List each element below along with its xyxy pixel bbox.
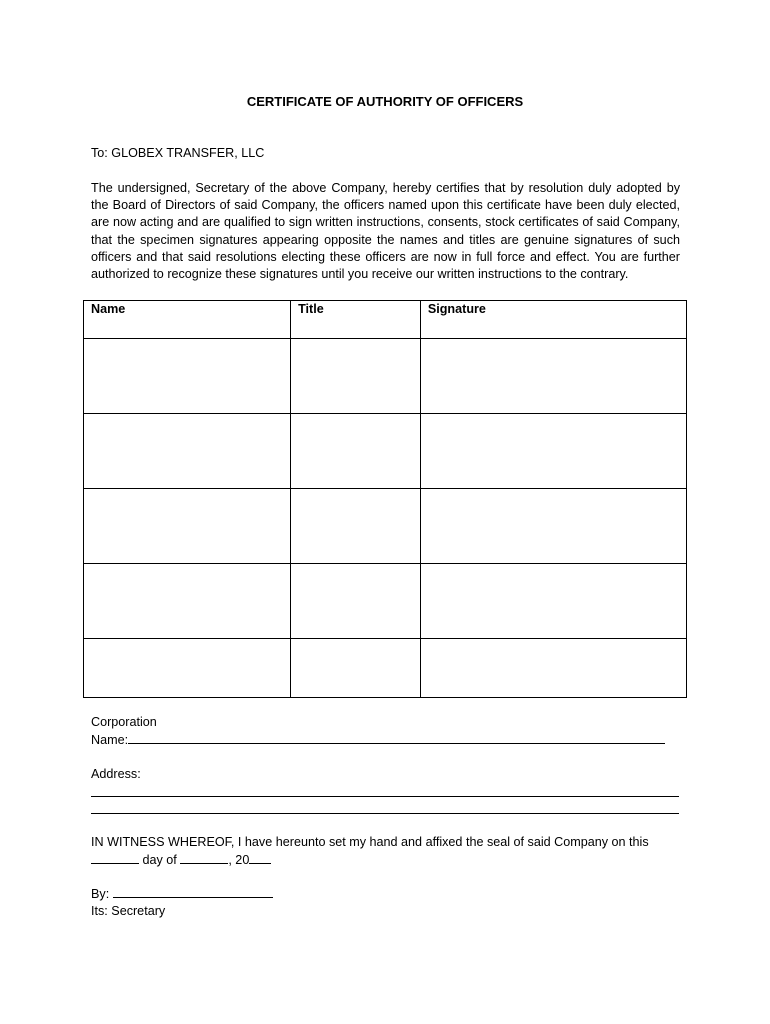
officer-signature-cell[interactable] (420, 339, 686, 414)
officer-name-cell[interactable] (84, 639, 291, 698)
officer-signature-cell[interactable] (420, 564, 686, 639)
year-prefix-text: , 20 (228, 853, 250, 868)
table-row (84, 489, 687, 564)
officer-name-cell[interactable] (84, 414, 291, 489)
by-label: By: (91, 887, 113, 901)
table-row (84, 414, 687, 489)
witness-text: IN WITNESS WHEREOF, I have hereunto set my hand and affixed the seal of said Company on this (91, 835, 649, 849)
certification-paragraph: The undersigned, Secretary of the above Company, hereby certifies that by resolution duly adopted by the Board of Directors of said Company, the officers named upon this certificate have been duly elected, are now acting and are qualified to sign written instructions, consents, stock certificates of said Company, that the specimen signatures appearing opposite the names and titles are genuine signatures of such officers and that said resolutions electing these officers are now in full force and effect. You are further authorized to recognize these signatures until you receive our written instructions to the contrary. (91, 181, 680, 282)
recipient-line: To: GLOBEX TRANSFER, LLC (91, 146, 265, 160)
day-of-text: day of (139, 853, 181, 868)
signature-block (91, 885, 273, 920)
table-row (84, 564, 687, 639)
document-title: CERTIFICATE OF AUTHORITY OF OFFICERS (246, 94, 524, 109)
corporation-label: Corporation (91, 715, 157, 729)
officer-title-cell[interactable] (291, 639, 421, 698)
month-blank[interactable] (180, 851, 228, 864)
year-blank[interactable] (249, 851, 271, 864)
officer-title-cell[interactable] (291, 489, 421, 564)
address-line-2[interactable] (91, 813, 679, 814)
witness-clause (91, 834, 649, 869)
column-header-name: Name (84, 301, 291, 339)
by-signature-blank[interactable] (113, 885, 273, 898)
officer-name-cell[interactable] (84, 339, 291, 414)
corporation-name-blank[interactable] (128, 731, 665, 744)
its-secretary-label: Its: Secretary (91, 904, 166, 919)
officer-name-cell[interactable] (84, 489, 291, 564)
table-header-row (84, 301, 687, 339)
table-row (84, 639, 687, 698)
officer-signature-cell[interactable] (420, 639, 686, 698)
officer-name-cell[interactable] (84, 564, 291, 639)
officer-signature-cell[interactable] (420, 414, 686, 489)
column-header-signature: Signature (420, 301, 686, 339)
officers-table (83, 300, 687, 698)
address-line-1[interactable] (91, 796, 679, 797)
column-header-title: Title (291, 301, 421, 339)
officer-title-cell[interactable] (291, 564, 421, 639)
officer-signature-cell[interactable] (420, 489, 686, 564)
officer-title-cell[interactable] (291, 414, 421, 489)
corporation-name-field (91, 714, 665, 749)
corporation-name-label: Name: (91, 733, 129, 748)
table-row (84, 339, 687, 414)
address-label: Address: (91, 767, 141, 781)
officer-title-cell[interactable] (291, 339, 421, 414)
day-blank[interactable] (91, 851, 139, 864)
